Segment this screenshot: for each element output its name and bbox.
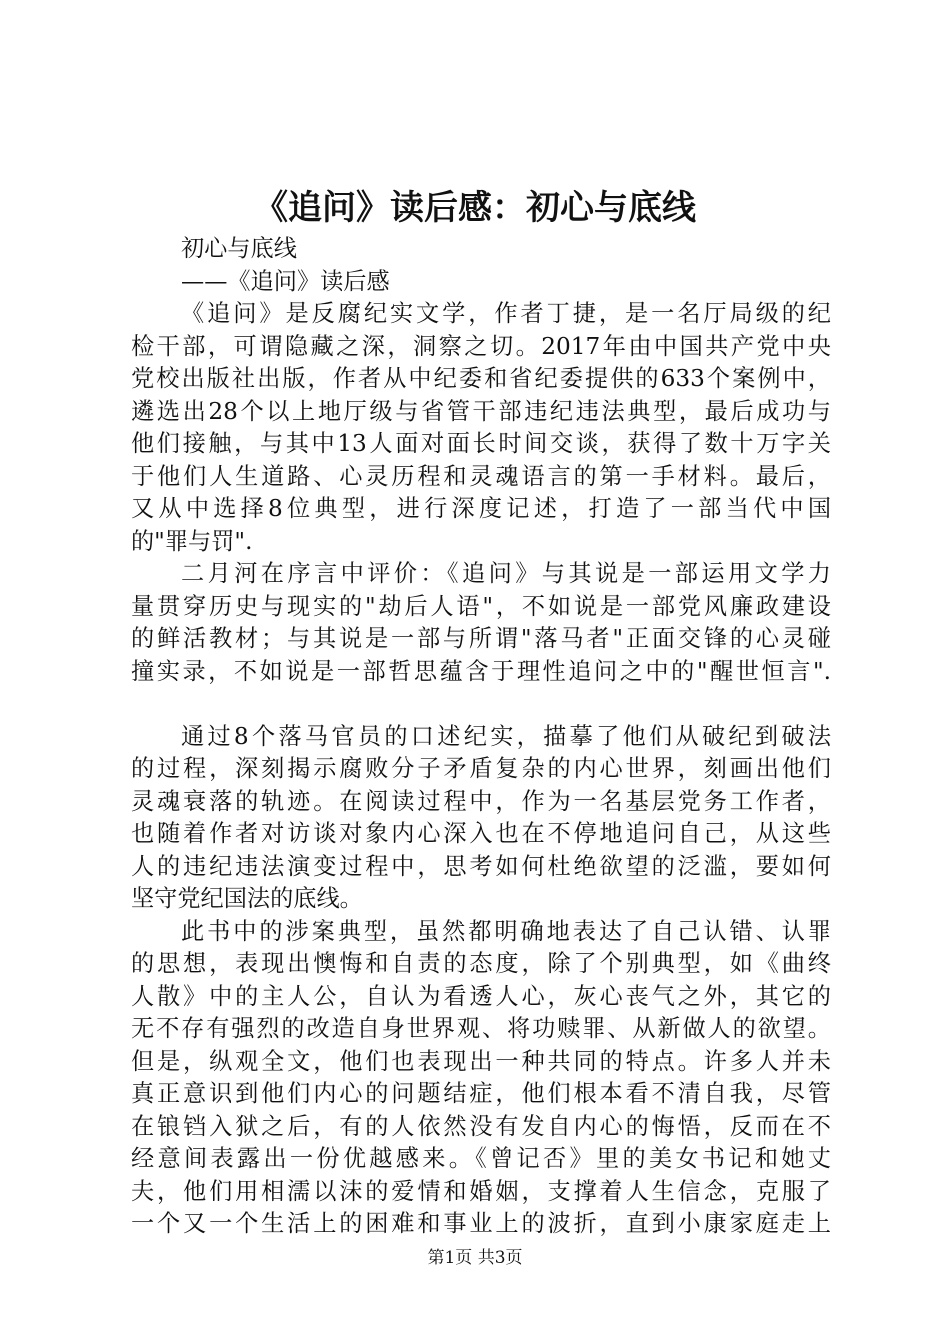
text-line: 但是，纵观全文，他们也表现出一种共同的特点。许多人并未 [131, 1047, 831, 1075]
text-line: 此书中的涉案典型，虽然都明确地表达了自己认错、认罪 [181, 917, 831, 945]
subtitle-line: 初心与底线 [181, 235, 297, 262]
document-body [131, 233, 831, 1241]
text-line: 检干部，可谓隐藏之深，洞察之切。2017年由中国共产党中央 [131, 332, 831, 360]
text-line: 夫，他们用相濡以沫的爱情和婚姻，支撑着人生信念，克服了 [131, 1177, 831, 1205]
text-line: 也随着作者对访谈对象内心深入也在不停地追问自己，从这些 [131, 820, 831, 847]
text-line: 在锒铛入狱之后，有的人依然没有发自内心的悔悟，反而在不 [131, 1112, 831, 1140]
text-line: 的思想，表现出懊悔和自责的态度，除了个别典型，如《曲终 [131, 950, 831, 977]
paragraph-4 [131, 916, 831, 1241]
text-line: 于他们人生道路、心灵历程和灵魂语言的第一手材料。最后， [131, 462, 831, 490]
text-line: 人的违纪违法演变过程中，思考如何杜绝欲望的泛滥，要如何 [131, 852, 831, 880]
text-line: 人散》中的主人公，自认为看透人心，灰心丧气之外，其它的 [131, 982, 831, 1010]
document-title: 《追问》读后感：初心与底线 [254, 188, 696, 228]
paragraph-3 [131, 721, 831, 916]
page-footer: 第1页 共3页 [427, 1248, 523, 1268]
subtitle-line: ——《追问》读后感 [181, 267, 390, 295]
text-line: 经意间表露出一份优越感来。《曾记否》里的美女书记和她丈 [131, 1145, 831, 1172]
text-line: 的过程，深刻揭示腐败分子矛盾复杂的内心世界，刻画出他们 [131, 755, 831, 782]
text-line: 《追问》是反腐纪实文学，作者丁捷，是一名厅局级的纪 [181, 300, 831, 327]
text-line: 无不存有强烈的改造自身世界观、将功赎罪、从新做人的欲望。 [131, 1015, 831, 1042]
paragraph-1 [131, 298, 831, 558]
text-line: 通过8个落马官员的口述纪实，描摹了他们从破纪到破法 [181, 722, 831, 750]
paragraph-2 [131, 558, 831, 688]
text-line: 撞实录，不如说是一部哲思蕴含于理性追问之中的"醒世恒言". [131, 657, 831, 685]
text-line: 的"罪与罚". [131, 527, 253, 555]
text-line: 真正意识到他们内心的问题结症，他们根本看不清自我，尽管 [131, 1080, 831, 1107]
text-line: 他们接触，与其中13人面对面长时间交谈，获得了数十万字关 [131, 430, 831, 457]
text-line: 灵魂衰落的轨迹。在阅读过程中，作为一名基层党务工作者， [131, 787, 831, 815]
blank-line [131, 688, 831, 721]
text-line: 又从中选择8位典型，进行深度记述，打造了一部当代中国 [131, 495, 831, 522]
text-line: 二月河在序言中评价：《追问》与其说是一部运用文学力 [181, 560, 831, 587]
text-line: 遴选出28个以上地厅级与省管干部违纪违法典型，最后成功与 [131, 397, 831, 425]
text-line: 量贯穿历史与现实的"劫后人语"，不如说是一部党风廉政建设 [131, 592, 831, 620]
text-line: 的鲜活教材；与其说是一部与所谓"落马者"正面交锋的心灵碰 [131, 625, 831, 652]
text-line: 一个又一个生活上的困难和事业上的波折，直到小康家庭走上 [131, 1210, 831, 1237]
text-line: 坚守党纪国法的底线。 [131, 885, 363, 912]
text-line: 党校出版社出版，作者从中纪委和省纪委提供的633个案例中， [131, 365, 831, 392]
